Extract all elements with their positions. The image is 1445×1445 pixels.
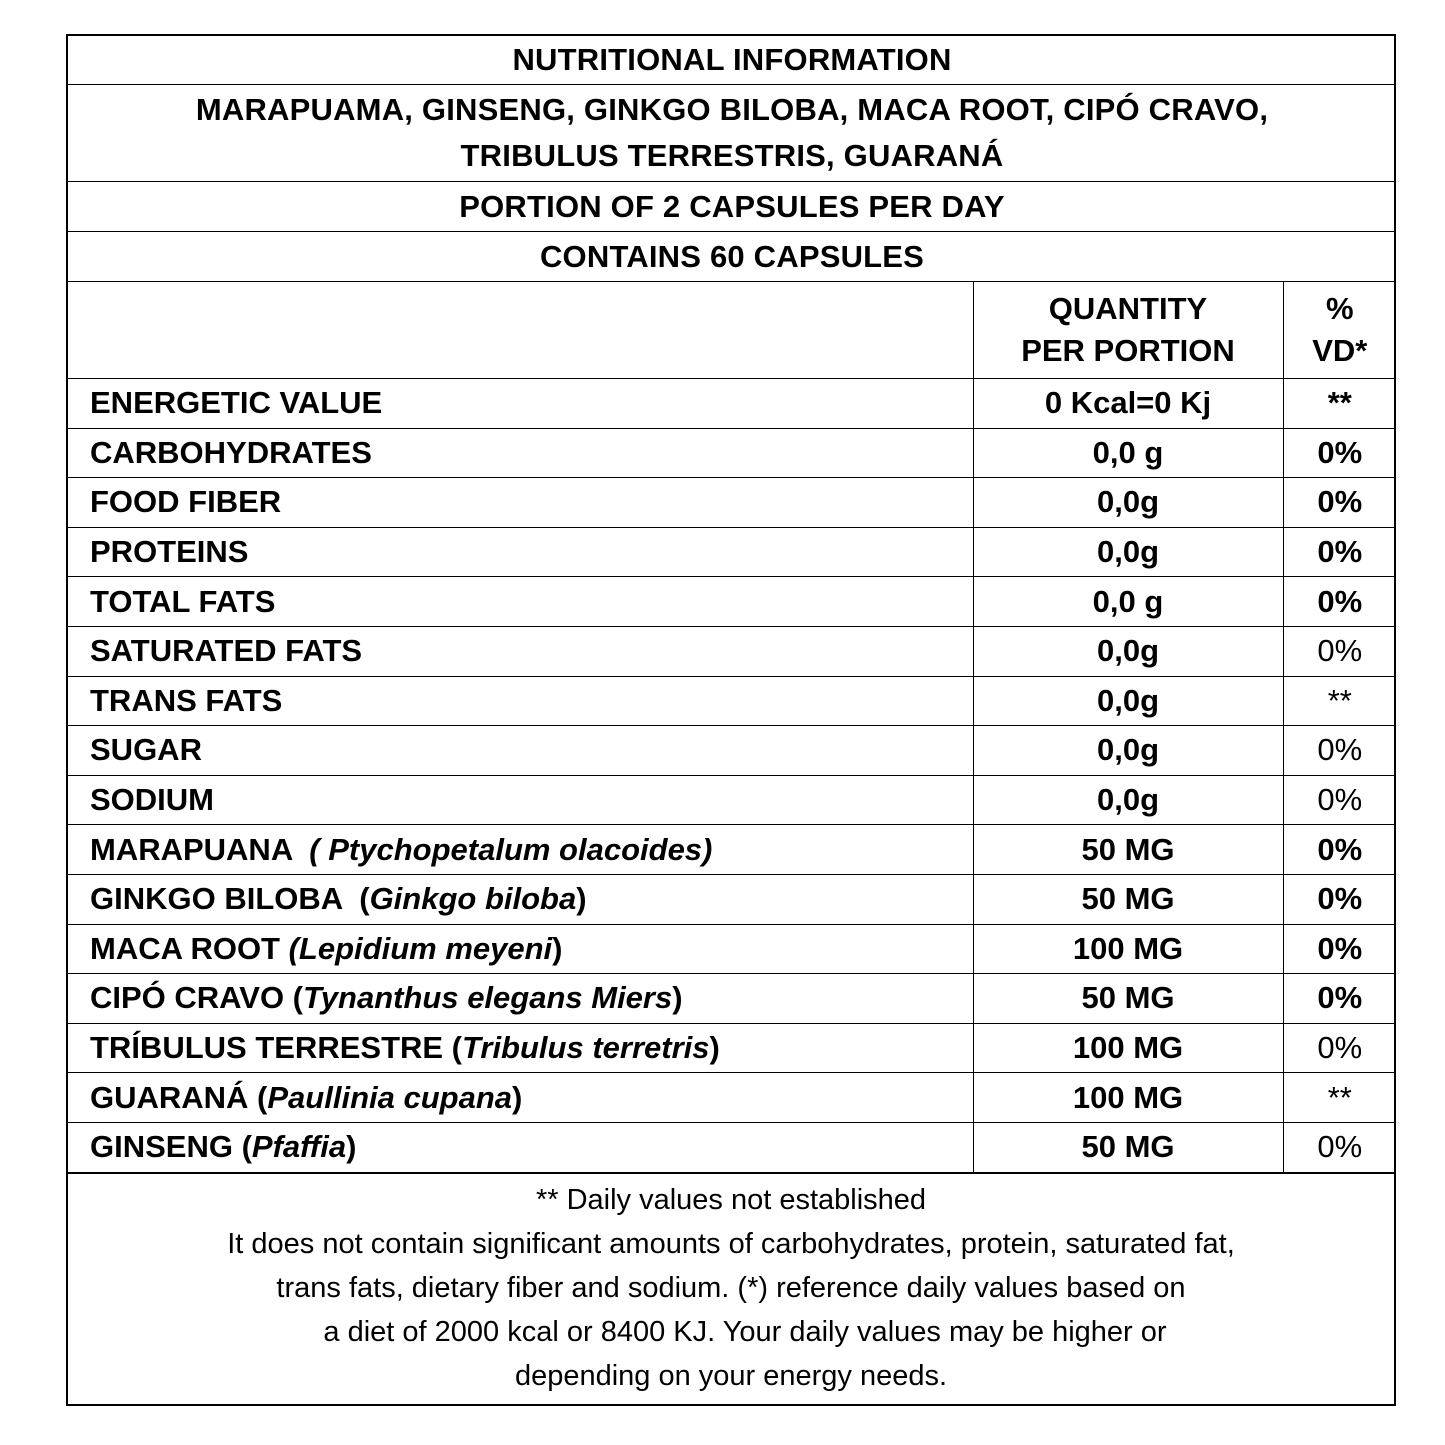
product-list-line-2: TRIBULUS TERRESTRIS, GUARANÁ [460,138,1004,173]
footnote-line-2: It does not contain significant amounts of carbohydrates, protein, saturated fat, [227,1227,1235,1260]
daily-value-percent: 0% [1283,428,1396,478]
quantity-value: 100 MG [973,1023,1283,1073]
nutrient-label: TRANS FATS [90,682,283,718]
daily-value-percent: 0% [1283,1122,1396,1172]
table-row [68,825,1396,875]
nutrient-label: SODIUM [90,782,214,818]
nutrient-label: SATURATED FATS [90,633,363,669]
nutrient-name [68,1122,973,1172]
daily-value-percent: 0% [1283,626,1396,676]
nutrient-name [68,874,973,924]
nutrition-label [66,34,1396,1406]
quantity-value: 0,0g [973,775,1283,825]
contains-row [68,232,1396,282]
portion-text: PORTION OF 2 CAPSULES PER DAY [68,182,1396,232]
table-row [68,924,1396,974]
title-row [68,36,1396,85]
column-header-nutrient [68,282,973,379]
portion-row [68,182,1396,232]
quantity-value: 100 MG [973,924,1283,974]
table-row [68,626,1396,676]
nutrient-label-suffix: ) [709,1030,720,1066]
daily-value-percent: 0% [1283,924,1396,974]
nutrient-name [68,676,973,726]
table-row [68,1023,1396,1073]
quantity-value: 0,0g [973,527,1283,577]
table-row [68,775,1396,825]
daily-value-percent: ** [1283,379,1396,429]
table-row [68,527,1396,577]
scientific-name: Tribulus terretris [462,1030,710,1066]
nutrient-name [68,726,973,776]
table-row [68,1073,1396,1123]
products-row [68,85,1396,182]
nutrient-label: PROTEINS [90,534,249,570]
daily-value-percent: 0% [1283,1023,1396,1073]
daily-value-percent: ** [1283,1073,1396,1123]
quantity-value: 0,0g [973,676,1283,726]
nutrient-label: GINKGO BILOBA ( [90,881,370,917]
daily-value-percent: 0% [1283,478,1396,528]
nutrition-table [68,36,1396,1173]
nutrient-name [68,478,973,528]
scientific-name: Ginkgo biloba [369,881,577,917]
footnote-line-1: ** Daily values not established [535,1183,927,1216]
nutrient-name [68,1073,973,1123]
column-header-quantity-line-2: PER PORTION [1021,333,1235,368]
nutrient-name [68,527,973,577]
product-list [68,85,1396,182]
nutrient-label-suffix: ) [576,881,587,917]
quantity-value: 0 Kcal=0 Kj [973,379,1283,429]
daily-value-percent: 0% [1283,527,1396,577]
nutrient-name [68,924,973,974]
product-list-line-1: MARAPUAMA, GINSENG, GINKGO BILOBA, MACA ROOT, CIPÓ CRAVO, [195,92,1269,127]
nutrient-label-suffix: ) [552,930,563,966]
daily-value-percent: 0% [1283,974,1396,1024]
quantity-value: 100 MG [973,1073,1283,1123]
quantity-value: 50 MG [973,974,1283,1024]
quantity-value: 0,0 g [973,428,1283,478]
nutrient-label: GINSENG ( [90,1129,252,1165]
column-header-vd-line-1: % [1325,291,1354,326]
nutrient-name [68,775,973,825]
nutrient-label-suffix: ) [512,1079,523,1115]
scientific-name: (Lepidium meyeni [288,930,553,966]
footnote-line-5: depending on your energy needs. [514,1359,948,1392]
nutrient-name [68,428,973,478]
daily-value-percent: 0% [1283,775,1396,825]
table-row [68,676,1396,726]
footnote-line-3: trans fats, dietary fiber and sodium. (*) reference daily values based on [276,1271,1186,1304]
scientific-name: ( Ptychopetalum olacoides) [309,831,713,867]
nutrient-name [68,974,973,1024]
nutrient-label: MARAPUANA [90,831,310,867]
nutrient-name [68,626,973,676]
nutrient-label: TRÍBULUS TERRESTRE ( [90,1030,462,1066]
quantity-value: 50 MG [973,874,1283,924]
column-header-vd [1283,282,1396,379]
nutrient-label: FOOD FIBER [90,484,282,520]
column-header-quantity [973,282,1283,379]
column-header-row [68,282,1396,379]
daily-value-percent: 0% [1283,874,1396,924]
nutrient-label: TOTAL FATS [90,583,276,619]
nutrient-name [68,577,973,627]
table-row [68,379,1396,429]
table-row [68,726,1396,776]
nutrient-label: CIPÓ CRAVO ( [90,980,303,1016]
table-row [68,974,1396,1024]
nutrient-label-suffix: ) [346,1129,357,1165]
column-header-quantity-line-1: QUANTITY [1048,291,1208,326]
column-header-vd-line-2: VD* [1312,333,1368,368]
scientific-name: Paullinia cupana [267,1079,512,1115]
contains-text: CONTAINS 60 CAPSULES [68,232,1396,282]
nutrient-label: SUGAR [90,732,202,768]
nutrient-name [68,825,973,875]
daily-value-percent: 0% [1283,577,1396,627]
daily-value-percent: ** [1283,676,1396,726]
nutrient-label-suffix: ) [672,980,683,1016]
nutrient-name [68,1023,973,1073]
scientific-name: Pfaffia [251,1129,347,1165]
table-row [68,1122,1396,1172]
nutrient-name [68,379,973,429]
quantity-value: 0,0g [973,478,1283,528]
nutrient-label: CARBOHYDRATES [90,434,372,470]
quantity-value: 50 MG [973,825,1283,875]
quantity-value: 0,0g [973,626,1283,676]
nutrient-label: GUARANÁ ( [90,1079,268,1115]
quantity-value: 50 MG [973,1122,1283,1172]
nutrient-label: ENERGETIC VALUE [90,385,383,421]
quantity-value: 0,0 g [973,577,1283,627]
table-row [68,428,1396,478]
label-title: NUTRITIONAL INFORMATION [68,36,1396,85]
quantity-value: 0,0g [973,726,1283,776]
table-row [68,478,1396,528]
table-row [68,577,1396,627]
daily-value-percent: 0% [1283,825,1396,875]
nutrient-label: MACA ROOT [90,930,289,966]
footnote-line-4: a diet of 2000 kcal or 8400 KJ. Your daily values may be higher or [323,1315,1167,1348]
footnote [68,1173,1394,1404]
daily-value-percent: 0% [1283,726,1396,776]
scientific-name: Tynanthus elegans Miers [303,980,673,1016]
table-row [68,874,1396,924]
